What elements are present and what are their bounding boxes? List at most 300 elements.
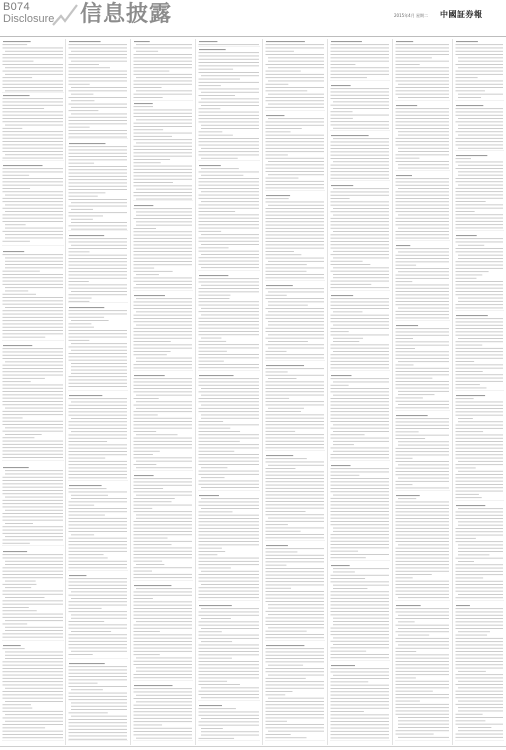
text-line bbox=[331, 534, 390, 535]
text-line bbox=[456, 628, 504, 629]
text-line bbox=[396, 195, 450, 196]
text-line bbox=[266, 575, 325, 576]
text-line bbox=[134, 644, 193, 645]
text-line bbox=[331, 238, 390, 239]
text-line bbox=[134, 281, 193, 282]
text-line bbox=[69, 189, 128, 190]
text-line bbox=[3, 355, 64, 356]
text-line bbox=[71, 495, 108, 496]
text-line bbox=[71, 94, 93, 95]
text-line bbox=[268, 311, 324, 312]
text-line bbox=[266, 488, 325, 489]
text-line bbox=[266, 64, 325, 65]
text-line bbox=[71, 498, 127, 499]
text-line bbox=[333, 624, 389, 625]
paragraph-heading bbox=[69, 485, 102, 486]
text-line bbox=[134, 159, 171, 160]
text-line bbox=[268, 465, 324, 466]
text-line bbox=[3, 454, 64, 455]
text-line bbox=[268, 341, 308, 342]
text-line bbox=[69, 564, 128, 565]
text-line bbox=[5, 228, 63, 229]
text-line bbox=[71, 107, 127, 108]
text-line bbox=[69, 567, 128, 568]
text-line bbox=[71, 343, 127, 344]
text-line bbox=[456, 345, 483, 346]
text-line bbox=[266, 578, 325, 579]
text-line bbox=[199, 291, 260, 292]
text-line bbox=[69, 595, 128, 596]
text-line bbox=[456, 388, 487, 389]
text-line bbox=[331, 241, 390, 242]
text-line bbox=[456, 468, 476, 469]
text-line bbox=[331, 111, 353, 112]
text-line bbox=[134, 208, 193, 209]
text-line bbox=[199, 481, 260, 482]
text-line bbox=[134, 84, 193, 85]
text-line bbox=[134, 238, 193, 239]
text-line bbox=[5, 470, 63, 471]
text-line bbox=[266, 414, 325, 415]
text-line bbox=[134, 505, 193, 506]
paragraph-heading bbox=[266, 195, 290, 196]
text-line bbox=[134, 87, 162, 88]
text-line bbox=[5, 497, 63, 498]
text-line bbox=[3, 48, 64, 49]
text-line bbox=[331, 228, 390, 229]
text-line bbox=[3, 480, 64, 481]
text-line bbox=[268, 118, 324, 119]
text-line bbox=[69, 538, 128, 539]
text-line bbox=[331, 48, 390, 49]
text-line bbox=[3, 437, 35, 438]
text-line bbox=[331, 538, 390, 539]
text-line bbox=[456, 481, 504, 482]
text-line bbox=[3, 365, 64, 366]
text-line bbox=[458, 245, 484, 246]
text-line bbox=[3, 487, 64, 488]
text-line bbox=[331, 508, 390, 509]
text-line bbox=[136, 695, 192, 696]
text-line bbox=[266, 358, 325, 359]
fine-print-texture bbox=[68, 39, 128, 745]
text-line bbox=[456, 638, 504, 639]
text-line bbox=[456, 402, 504, 403]
text-line bbox=[266, 248, 325, 249]
text-line bbox=[396, 332, 450, 333]
text-line bbox=[331, 628, 390, 629]
text-line bbox=[266, 568, 325, 569]
text-line bbox=[456, 265, 504, 266]
text-line bbox=[331, 234, 390, 235]
text-line bbox=[69, 81, 128, 82]
text-line bbox=[458, 421, 503, 422]
text-line bbox=[134, 278, 193, 279]
text-line bbox=[456, 221, 504, 222]
text-line bbox=[69, 261, 128, 262]
text-line bbox=[456, 77, 478, 78]
text-line bbox=[458, 594, 503, 595]
text-line bbox=[134, 123, 193, 124]
text-line bbox=[3, 310, 64, 311]
text-line bbox=[266, 688, 325, 689]
text-line bbox=[331, 344, 390, 345]
text-line bbox=[69, 268, 128, 269]
text-line bbox=[136, 119, 192, 120]
text-line bbox=[71, 229, 127, 230]
masthead bbox=[0, 0, 506, 36]
text-line bbox=[266, 714, 325, 715]
text-line bbox=[266, 678, 306, 679]
text-line bbox=[396, 515, 450, 516]
text-line bbox=[331, 654, 390, 655]
text-line bbox=[134, 398, 159, 399]
text-line bbox=[331, 348, 390, 349]
text-line bbox=[199, 591, 260, 592]
text-line bbox=[3, 431, 64, 432]
text-line bbox=[458, 525, 503, 526]
text-line bbox=[199, 264, 260, 265]
text-line bbox=[3, 681, 64, 682]
text-line bbox=[3, 591, 64, 592]
text-line bbox=[199, 574, 260, 575]
text-line bbox=[201, 267, 259, 268]
text-line bbox=[201, 467, 227, 468]
text-line bbox=[266, 431, 296, 432]
text-line bbox=[134, 577, 193, 578]
text-line bbox=[398, 271, 449, 272]
paragraph-heading bbox=[396, 41, 413, 42]
text-line bbox=[199, 631, 222, 632]
text-line bbox=[134, 567, 193, 568]
text-line bbox=[136, 395, 192, 396]
text-line bbox=[456, 141, 504, 142]
text-line bbox=[3, 57, 64, 58]
text-line bbox=[396, 301, 450, 302]
text-line bbox=[396, 681, 450, 682]
text-line bbox=[396, 648, 450, 649]
text-line bbox=[396, 428, 450, 429]
text-line bbox=[201, 498, 259, 499]
text-line bbox=[199, 525, 260, 526]
text-line bbox=[201, 508, 259, 509]
text-line bbox=[3, 648, 25, 649]
fine-print-texture bbox=[455, 39, 504, 745]
text-line bbox=[3, 507, 64, 508]
text-line bbox=[3, 633, 64, 634]
paragraph-heading bbox=[199, 49, 226, 50]
text-line bbox=[134, 625, 193, 626]
text-line bbox=[69, 386, 128, 387]
text-line bbox=[136, 467, 192, 468]
text-line bbox=[134, 561, 163, 562]
fine-print-texture bbox=[330, 39, 390, 745]
text-line bbox=[456, 178, 504, 179]
text-line bbox=[266, 411, 302, 412]
text-line bbox=[134, 48, 193, 49]
text-line bbox=[199, 59, 260, 60]
text-line bbox=[331, 284, 372, 285]
text-line bbox=[333, 108, 389, 109]
text-line bbox=[134, 97, 163, 98]
text-line bbox=[266, 734, 291, 735]
text-line bbox=[69, 634, 128, 635]
text-line bbox=[458, 94, 503, 95]
text-line bbox=[331, 434, 365, 435]
text-line bbox=[199, 668, 260, 669]
text-line bbox=[69, 415, 128, 416]
text-line bbox=[396, 248, 450, 249]
text-line bbox=[69, 258, 128, 259]
text-line bbox=[331, 121, 390, 122]
text-line bbox=[331, 705, 390, 706]
text-line bbox=[331, 731, 390, 732]
text-line bbox=[3, 414, 64, 415]
text-line bbox=[199, 502, 260, 503]
text-line bbox=[134, 74, 193, 75]
text-line bbox=[134, 344, 193, 345]
text-line bbox=[71, 402, 127, 403]
text-line bbox=[134, 110, 193, 111]
text-line bbox=[333, 395, 389, 396]
text-line bbox=[134, 94, 193, 95]
text-line bbox=[266, 401, 325, 402]
text-line bbox=[266, 241, 325, 242]
text-line bbox=[333, 351, 389, 352]
text-line bbox=[396, 455, 450, 456]
text-line bbox=[396, 541, 450, 542]
text-line bbox=[331, 547, 390, 548]
text-line bbox=[199, 348, 260, 349]
text-line bbox=[266, 288, 325, 289]
text-line bbox=[266, 171, 325, 172]
text-line bbox=[268, 292, 324, 293]
text-line bbox=[134, 598, 153, 599]
text-line bbox=[199, 635, 260, 636]
text-line bbox=[396, 145, 450, 146]
text-line bbox=[3, 388, 64, 389]
text-line bbox=[199, 568, 231, 569]
text-line bbox=[331, 491, 390, 492]
text-line bbox=[456, 348, 504, 349]
text-line bbox=[71, 320, 109, 321]
text-line bbox=[134, 641, 193, 642]
text-line bbox=[268, 665, 303, 666]
text-line bbox=[266, 598, 325, 599]
text-line bbox=[456, 81, 504, 82]
column-divider bbox=[392, 39, 393, 745]
text-line bbox=[201, 735, 259, 736]
text-line bbox=[3, 337, 46, 338]
text-line bbox=[266, 211, 325, 212]
text-line bbox=[69, 505, 95, 506]
text-line bbox=[396, 451, 450, 452]
text-line bbox=[199, 331, 260, 332]
text-line bbox=[3, 368, 64, 369]
text-line bbox=[201, 728, 223, 729]
text-line bbox=[266, 225, 325, 226]
text-line bbox=[331, 468, 390, 469]
text-line bbox=[3, 151, 64, 152]
text-line bbox=[199, 738, 235, 739]
text-line bbox=[396, 691, 433, 692]
text-line bbox=[134, 152, 193, 153]
text-line bbox=[333, 495, 389, 496]
text-line bbox=[201, 105, 259, 106]
text-line bbox=[201, 641, 232, 642]
text-line bbox=[199, 712, 260, 713]
text-line bbox=[3, 277, 64, 278]
text-line bbox=[5, 224, 26, 225]
text-line bbox=[3, 297, 64, 298]
text-line bbox=[266, 524, 288, 525]
text-line bbox=[268, 104, 324, 105]
text-line bbox=[69, 518, 128, 519]
text-line bbox=[456, 658, 504, 659]
text-line bbox=[396, 278, 450, 279]
text-line bbox=[458, 471, 503, 472]
text-line bbox=[134, 448, 193, 449]
text-line bbox=[396, 711, 450, 712]
text-line bbox=[333, 231, 389, 232]
text-line bbox=[266, 184, 325, 185]
text-line bbox=[266, 398, 290, 399]
text-line bbox=[331, 641, 390, 642]
text-line bbox=[134, 595, 193, 596]
text-line bbox=[331, 195, 390, 196]
text-line bbox=[69, 337, 128, 338]
text-line bbox=[69, 278, 128, 279]
text-line bbox=[69, 333, 128, 334]
paragraph-heading bbox=[134, 685, 172, 686]
text-line bbox=[456, 341, 504, 342]
text-line bbox=[3, 617, 64, 618]
text-line bbox=[71, 618, 127, 619]
text-line bbox=[69, 488, 107, 489]
text-line bbox=[331, 175, 390, 176]
text-line bbox=[199, 428, 231, 429]
text-line bbox=[396, 528, 450, 529]
text-line bbox=[136, 284, 192, 285]
text-line bbox=[199, 691, 260, 692]
text-line bbox=[458, 730, 503, 731]
text-line bbox=[199, 122, 260, 123]
text-line bbox=[266, 354, 325, 355]
text-line bbox=[331, 472, 390, 473]
text-line bbox=[71, 651, 127, 652]
text-line bbox=[456, 322, 504, 323]
text-line bbox=[331, 578, 366, 579]
text-line bbox=[69, 441, 108, 442]
text-line bbox=[134, 544, 172, 545]
text-line bbox=[331, 211, 390, 212]
text-line bbox=[333, 188, 389, 189]
text-line bbox=[266, 372, 288, 373]
text-line bbox=[396, 154, 450, 155]
text-line bbox=[199, 65, 260, 66]
text-line bbox=[333, 338, 363, 339]
text-line bbox=[398, 97, 449, 98]
text-line bbox=[458, 551, 503, 552]
text-line bbox=[3, 188, 31, 189]
text-line bbox=[134, 421, 193, 422]
text-line bbox=[331, 701, 390, 702]
text-line bbox=[71, 219, 93, 220]
text-line bbox=[134, 81, 193, 82]
text-line bbox=[201, 395, 259, 396]
text-line bbox=[134, 172, 193, 173]
text-line bbox=[396, 77, 450, 78]
text-line bbox=[331, 631, 390, 632]
text-line bbox=[134, 501, 172, 502]
text-line bbox=[456, 484, 504, 485]
text-line bbox=[396, 438, 426, 439]
text-line bbox=[398, 645, 449, 646]
text-line bbox=[398, 131, 449, 132]
text-line bbox=[136, 621, 192, 622]
text-line bbox=[199, 188, 260, 189]
text-line bbox=[69, 492, 128, 493]
text-line bbox=[201, 608, 259, 609]
text-line bbox=[199, 411, 260, 412]
text-line bbox=[331, 518, 390, 519]
text-line bbox=[268, 67, 324, 68]
text-line bbox=[69, 588, 128, 589]
text-line bbox=[331, 505, 390, 506]
column-8 bbox=[455, 39, 504, 745]
paragraph-heading bbox=[266, 545, 288, 546]
text-line bbox=[69, 521, 128, 522]
text-line bbox=[396, 671, 450, 672]
paragraph-heading bbox=[199, 275, 228, 276]
text-line bbox=[456, 188, 504, 189]
paragraph-heading bbox=[331, 665, 355, 666]
text-line bbox=[396, 594, 450, 595]
column-1 bbox=[2, 39, 64, 745]
text-line bbox=[396, 625, 450, 626]
text-line bbox=[268, 675, 324, 676]
text-line bbox=[5, 620, 63, 621]
text-line bbox=[134, 354, 167, 355]
text-line bbox=[134, 715, 193, 716]
text-line bbox=[5, 67, 63, 68]
text-line bbox=[396, 668, 450, 669]
text-line bbox=[199, 62, 260, 63]
text-line bbox=[398, 737, 449, 738]
text-line bbox=[69, 683, 98, 684]
text-line bbox=[134, 235, 193, 236]
text-line bbox=[71, 631, 111, 632]
text-line bbox=[5, 307, 63, 308]
text-line bbox=[71, 363, 127, 364]
text-line bbox=[69, 458, 106, 459]
text-line bbox=[396, 238, 450, 239]
text-line bbox=[266, 308, 325, 309]
text-line bbox=[69, 712, 108, 713]
text-line bbox=[331, 421, 390, 422]
text-line bbox=[69, 225, 128, 226]
text-line bbox=[201, 687, 259, 688]
text-line bbox=[396, 571, 450, 572]
paragraph-heading bbox=[456, 395, 485, 396]
text-line bbox=[456, 304, 504, 305]
text-line bbox=[134, 428, 193, 429]
text-line bbox=[456, 384, 480, 385]
paragraph-heading bbox=[266, 41, 305, 42]
text-line bbox=[5, 264, 63, 265]
text-line bbox=[71, 716, 127, 717]
text-line bbox=[199, 548, 222, 549]
